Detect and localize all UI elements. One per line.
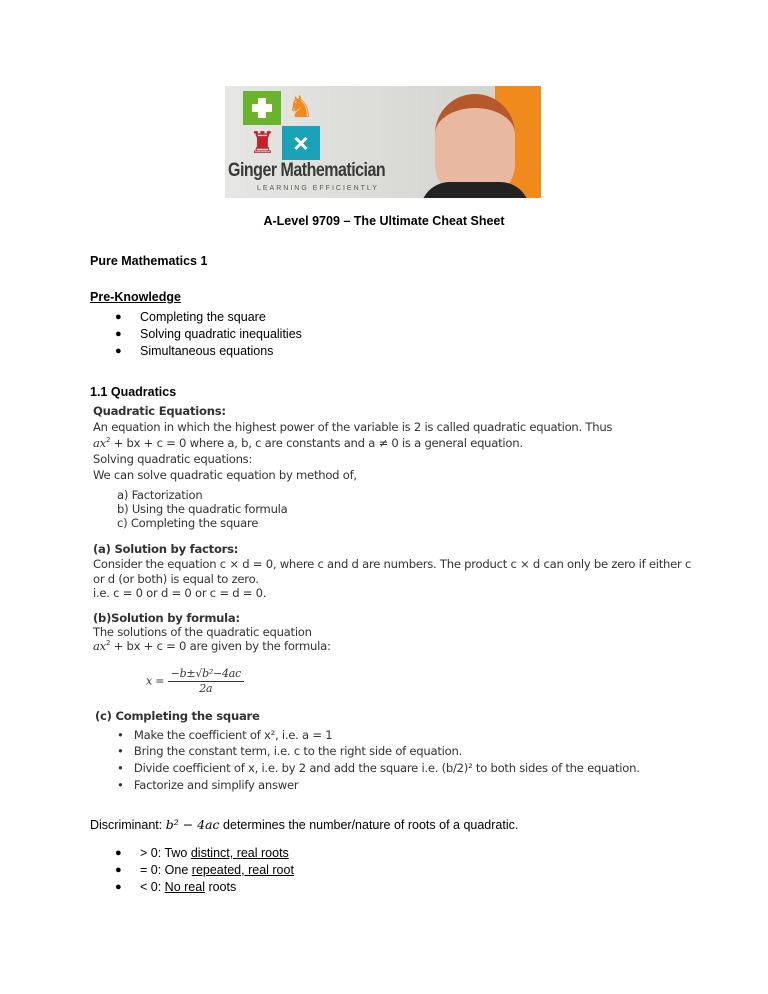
completing-item: • Make the coefficient of x², i.e. a = 1	[117, 728, 333, 742]
factors-text: Consider the equation c × d = 0, where c and d are numbers. The product c × d can only be zero if either c	[93, 557, 692, 571]
ginger-mathematician-banner	[225, 86, 541, 198]
preknowledge-heading: Pre-Knowledge	[90, 290, 181, 304]
quad-solving: Solving quadratic equations:	[93, 452, 253, 466]
completing-heading: (c) Completing the square	[95, 709, 260, 723]
method-item: b) Using the quadratic formula	[117, 502, 288, 516]
completing-item: • Bring the constant term, i.e. c to the right side of equation.	[117, 744, 463, 758]
completing-item: • Factorize and simplify answer	[117, 778, 299, 792]
rook-icon: ♜	[249, 127, 276, 160]
list-item: < 0: No real roots	[140, 880, 237, 894]
formula-heading: (b)Solution by formula:	[93, 611, 240, 625]
list-item: = 0: One repeated, real root	[140, 863, 294, 877]
bullet-icon: ●	[115, 881, 122, 893]
completing-item: • Divide coefficient of x, i.e. by 2 and add the square i.e. (b/2)² to both sides of the equation.	[117, 761, 640, 775]
author-shirt	[420, 182, 530, 198]
discriminant-line: Discriminant: b² − 4ac determines the number/nature of roots of a quadratic.	[90, 817, 519, 832]
brand-name: Ginger Mathematician	[228, 160, 386, 181]
quad-general: $ax^2$ + bx + c = 0 where a, b, c are constants and a ≠ 0 is a general equation.	[93, 436, 523, 450]
document-title: A-Level 9709 – The Ultimate Cheat Sheet	[263, 214, 505, 228]
subject-heading: Pure Mathematics 1	[90, 254, 208, 268]
quad-heading: Quadratic Equations:	[93, 404, 226, 418]
formula-text: The solutions of the quadratic equation	[93, 625, 312, 639]
brand-tagline: LEARNING EFFICIENTLY	[257, 185, 379, 192]
bullet-icon: ●	[115, 345, 122, 357]
plus-tile	[243, 91, 281, 125]
quad-method: We can solve quadratic equation by method of,	[93, 468, 357, 482]
list-item: Completing the square	[140, 310, 266, 324]
factors-text: i.e. c = 0 or d = 0 or c = d = 0.	[93, 586, 267, 600]
bullet-icon: ●	[115, 311, 122, 323]
factors-text: or d (or both) is equal to zero.	[93, 572, 259, 586]
formula-text: $ax^2$ + bx + c = 0 are given by the formula:	[93, 639, 331, 653]
method-item: c) Completing the square	[117, 516, 259, 530]
bullet-icon: ●	[115, 847, 122, 859]
list-item: Simultaneous equations	[140, 344, 274, 358]
factors-heading: (a) Solution by factors:	[93, 542, 239, 556]
bullet-icon: ●	[115, 328, 122, 340]
knight-icon: ♞	[287, 91, 314, 124]
quad-intro: An equation in which the highest power of the variable is 2 is called quadratic equation. Thus	[93, 420, 613, 434]
section-heading: 1.1 Quadratics	[90, 385, 177, 399]
list-item: > 0: Two distinct, real roots	[140, 846, 289, 860]
quadratic-formula: x = $\frac{\text{−b±√b²−4ac}}{2a}$	[146, 667, 244, 695]
method-item: a) Factorization	[117, 488, 203, 502]
times-tile: ×	[282, 126, 320, 160]
bullet-icon: ●	[115, 864, 122, 876]
list-item: Solving quadratic inequalities	[140, 327, 302, 341]
